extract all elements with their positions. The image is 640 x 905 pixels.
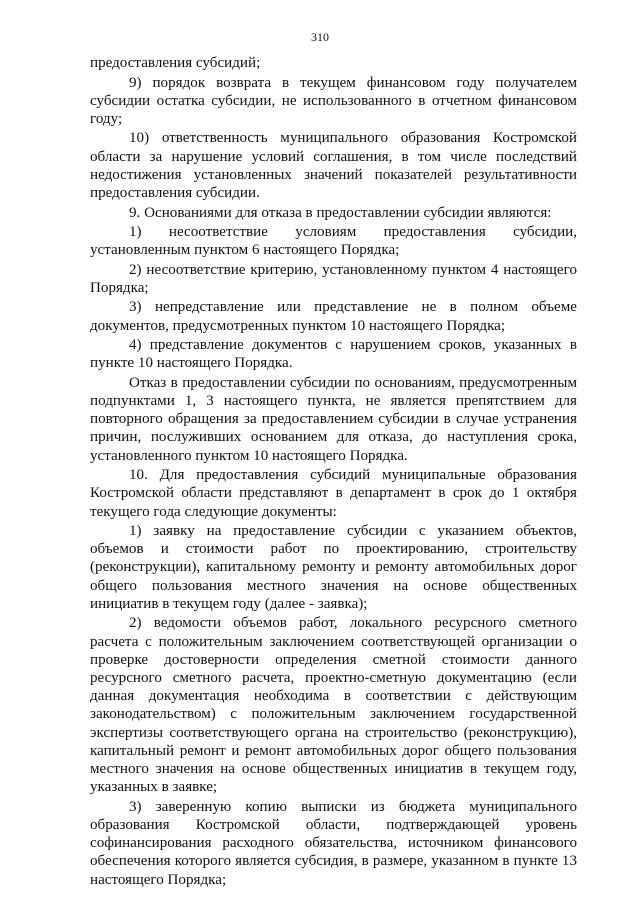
paragraph: Отказ в предоставлении субсидии по основаниям, предусмотренным подпунктами 1, 3 настоящего пункта, не является препятствием для повторного обращения за предоставлением субсидии в случае устранения причин, послуживших основанием для отказа, до наступления срока, установленного пунктом 10 настоящего Порядка. bbox=[90, 374, 577, 464]
paragraph: 1) заявку на предоставление субсидии с указанием объектов, объемов и стоимости работ по проектированию, строительству (реконструкции), капитальному ремонту и ремонту автомобильных дорог общего пользования местного значения на основе общественных инициатив в текущем году (далее - заявка); bbox=[90, 523, 577, 612]
document-body bbox=[90, 54, 577, 890]
paragraph: 10. Для предоставления субсидий муниципальные образования Костромской области представляют в департамент в срок до 1 октября текущего года следующие документы: bbox=[90, 467, 577, 520]
paragraph: 1) несоответствие условиям предоставления субсидии, установленным пунктом 6 настоящего Порядка; bbox=[90, 224, 577, 259]
paragraph: 3) непредставление или представление не в полном объеме документов, предусмотренных пунктом 10 настоящего Порядка; bbox=[90, 299, 577, 334]
page-number: 310 bbox=[311, 30, 329, 44]
paragraph: предоставления субсидий; bbox=[90, 55, 261, 71]
paragraph: 3) заверенную копию выписки из бюджета муниципального образования Костромской области, подтверждающей уровень софинансирования расходного обязательства, источником финансового обеспечения которого является субсидия, в размере, указанном в пункте 13 настоящего Порядка; bbox=[90, 798, 577, 888]
paragraph: 10) ответственность муниципального образования Костромской области за нарушение условий соглашения, в том числе последствий недостижения установленных значений показателей результативности предоставления субсидии. bbox=[90, 130, 577, 202]
paragraph: 2) несоответствие критерию, установленному пунктом 4 настоящего Порядка; bbox=[90, 261, 577, 296]
paragraph: 9) порядок возврата в текущем финансовом году получателем субсидии остатка субсидии, не использованного в отчетном финансовом году; bbox=[90, 74, 577, 127]
paragraph: 4) представление документов с нарушением сроков, указанных в пункте 10 настоящего Порядка. bbox=[90, 337, 577, 372]
paragraph: 9. Основаниями для отказа в предоставлении субсидии являются: bbox=[129, 204, 552, 221]
paragraph: 2) ведомости объемов работ, локального ресурсного сметного расчета с положительным заключением соответствующей организации о проверке достоверности определения сметной стоимости данного ресурсного сметного расчета, проектно-сметную документацию (если данная документация необходима в соответствии с действующим законодательством) с положительным заключением государственной экспертизы соответствующего органа на строительство (реконструкцию), капитальный ремонт и ремонт автомобильных дорог общего пользования местного значения на основе общественных инициатив в текущем году, указанных в заявке; bbox=[90, 615, 577, 796]
